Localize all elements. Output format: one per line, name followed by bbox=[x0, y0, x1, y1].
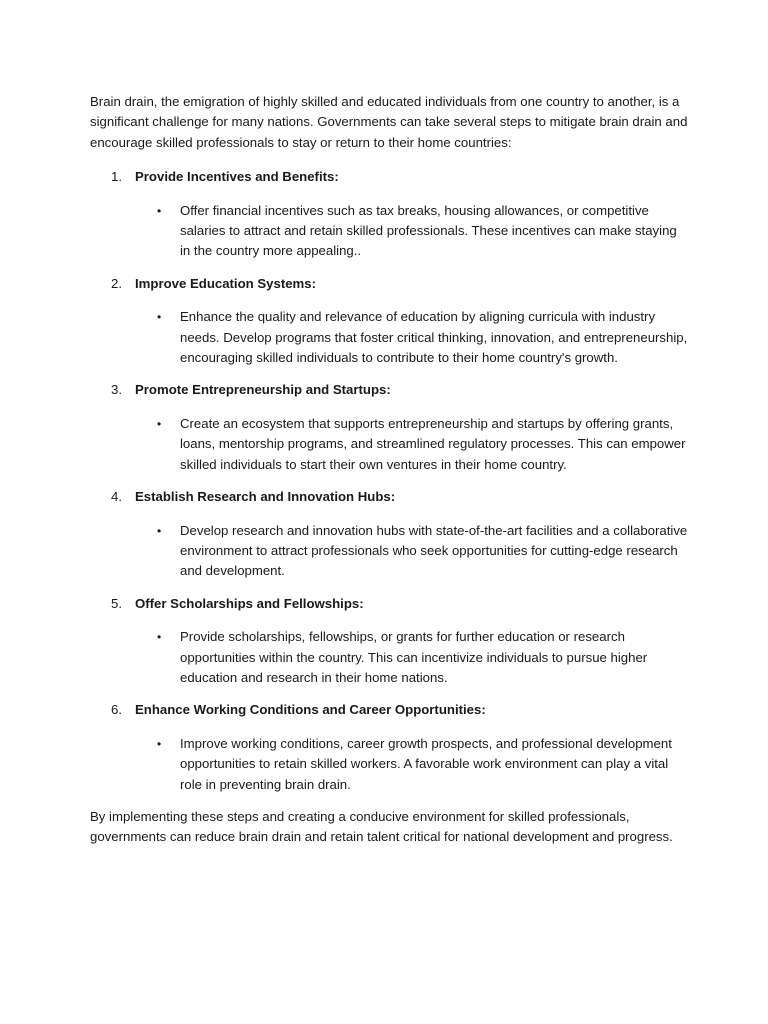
step-heading bbox=[90, 594, 690, 614]
step-number: 2. bbox=[111, 275, 122, 291]
bullet-text: Create an ecosystem that supports entrepreneurship and startups by offering grants, loans, mentorship programs, and streamlined regulatory processes. This can empower skilled individuals to start their own ventures in their home country. bbox=[180, 415, 686, 472]
step-title: Establish Research and Innovation Hubs: bbox=[135, 489, 396, 505]
step-title: Promote Entrepreneurship and Startups: bbox=[135, 382, 391, 398]
bullet-text: Enhance the quality and relevance of education by aligning curricula with industry needs. Develop programs that foster critical thinking, innovation, and entrepreneurship, encouraging skilled individuals to contribute to their home country's growth. bbox=[180, 309, 688, 366]
step-heading bbox=[90, 700, 690, 720]
list-item bbox=[90, 274, 690, 369]
bullet-item bbox=[90, 414, 690, 475]
bullet-item bbox=[90, 201, 690, 262]
step-heading bbox=[90, 167, 690, 187]
step-number: 4. bbox=[111, 489, 122, 505]
step-heading bbox=[90, 274, 690, 294]
step-heading bbox=[90, 380, 690, 400]
bullet-icon: • bbox=[157, 310, 162, 325]
bullet-icon: • bbox=[157, 523, 162, 538]
step-title: Enhance Working Conditions and Career Opportunities: bbox=[135, 702, 486, 718]
document-body bbox=[90, 92, 690, 848]
bullet-icon: • bbox=[157, 203, 162, 218]
bullet-text: Improve working conditions, career growth prospects, and professional development opportunities to retain skilled workers. A favorable work environment can play a vital role in preventing brain drain. bbox=[180, 735, 672, 792]
bullet-item bbox=[90, 627, 690, 688]
bullet-item bbox=[90, 521, 690, 582]
step-title: Offer Scholarships and Fellowships: bbox=[135, 595, 364, 611]
step-heading bbox=[90, 487, 690, 507]
list-item bbox=[90, 594, 690, 689]
bullet-text: Offer financial incentives such as tax breaks, housing allowances, or competitive salaries to attract and retain skilled professionals. These incentives can make staying in the country more appealing.. bbox=[180, 202, 677, 259]
step-number: 3. bbox=[111, 382, 122, 398]
list-item bbox=[90, 167, 690, 262]
list-item bbox=[90, 487, 690, 582]
bullet-item bbox=[90, 307, 690, 368]
step-title: Provide Incentives and Benefits: bbox=[135, 169, 339, 185]
intro-paragraph: Brain drain, the emigration of highly skilled and educated individuals from one country to another, is a significant challenge for many nations. Governments can take several steps to mitigate brain drain and encourage skilled professionals to stay or return to their home countries: bbox=[90, 94, 688, 150]
step-number: 1. bbox=[111, 169, 122, 185]
bullet-item bbox=[90, 734, 690, 795]
step-title: Improve Education Systems: bbox=[135, 275, 317, 291]
bullet-icon: • bbox=[157, 736, 162, 751]
bullet-text: Provide scholarships, fellowships, or grants for further education or research opportunities within the country. This can incentivize individuals to pursue higher education and research in their home nations. bbox=[180, 629, 648, 685]
bullet-text: Develop research and innovation hubs with state-of-the-art facilities and a collaborative environment to attract professionals who seek opportunities for cutting-edge research and development. bbox=[180, 522, 688, 579]
conclusion-paragraph: By implementing these steps and creating a conducive environment for skilled professionals, governments can reduce brain drain and retain talent critical for national development and progress. bbox=[90, 808, 673, 845]
list-item bbox=[90, 380, 690, 475]
step-number: 6. bbox=[111, 702, 122, 718]
bullet-icon: • bbox=[157, 630, 162, 645]
step-number: 5. bbox=[111, 595, 122, 611]
bullet-icon: • bbox=[157, 416, 162, 431]
list-item bbox=[90, 700, 690, 795]
